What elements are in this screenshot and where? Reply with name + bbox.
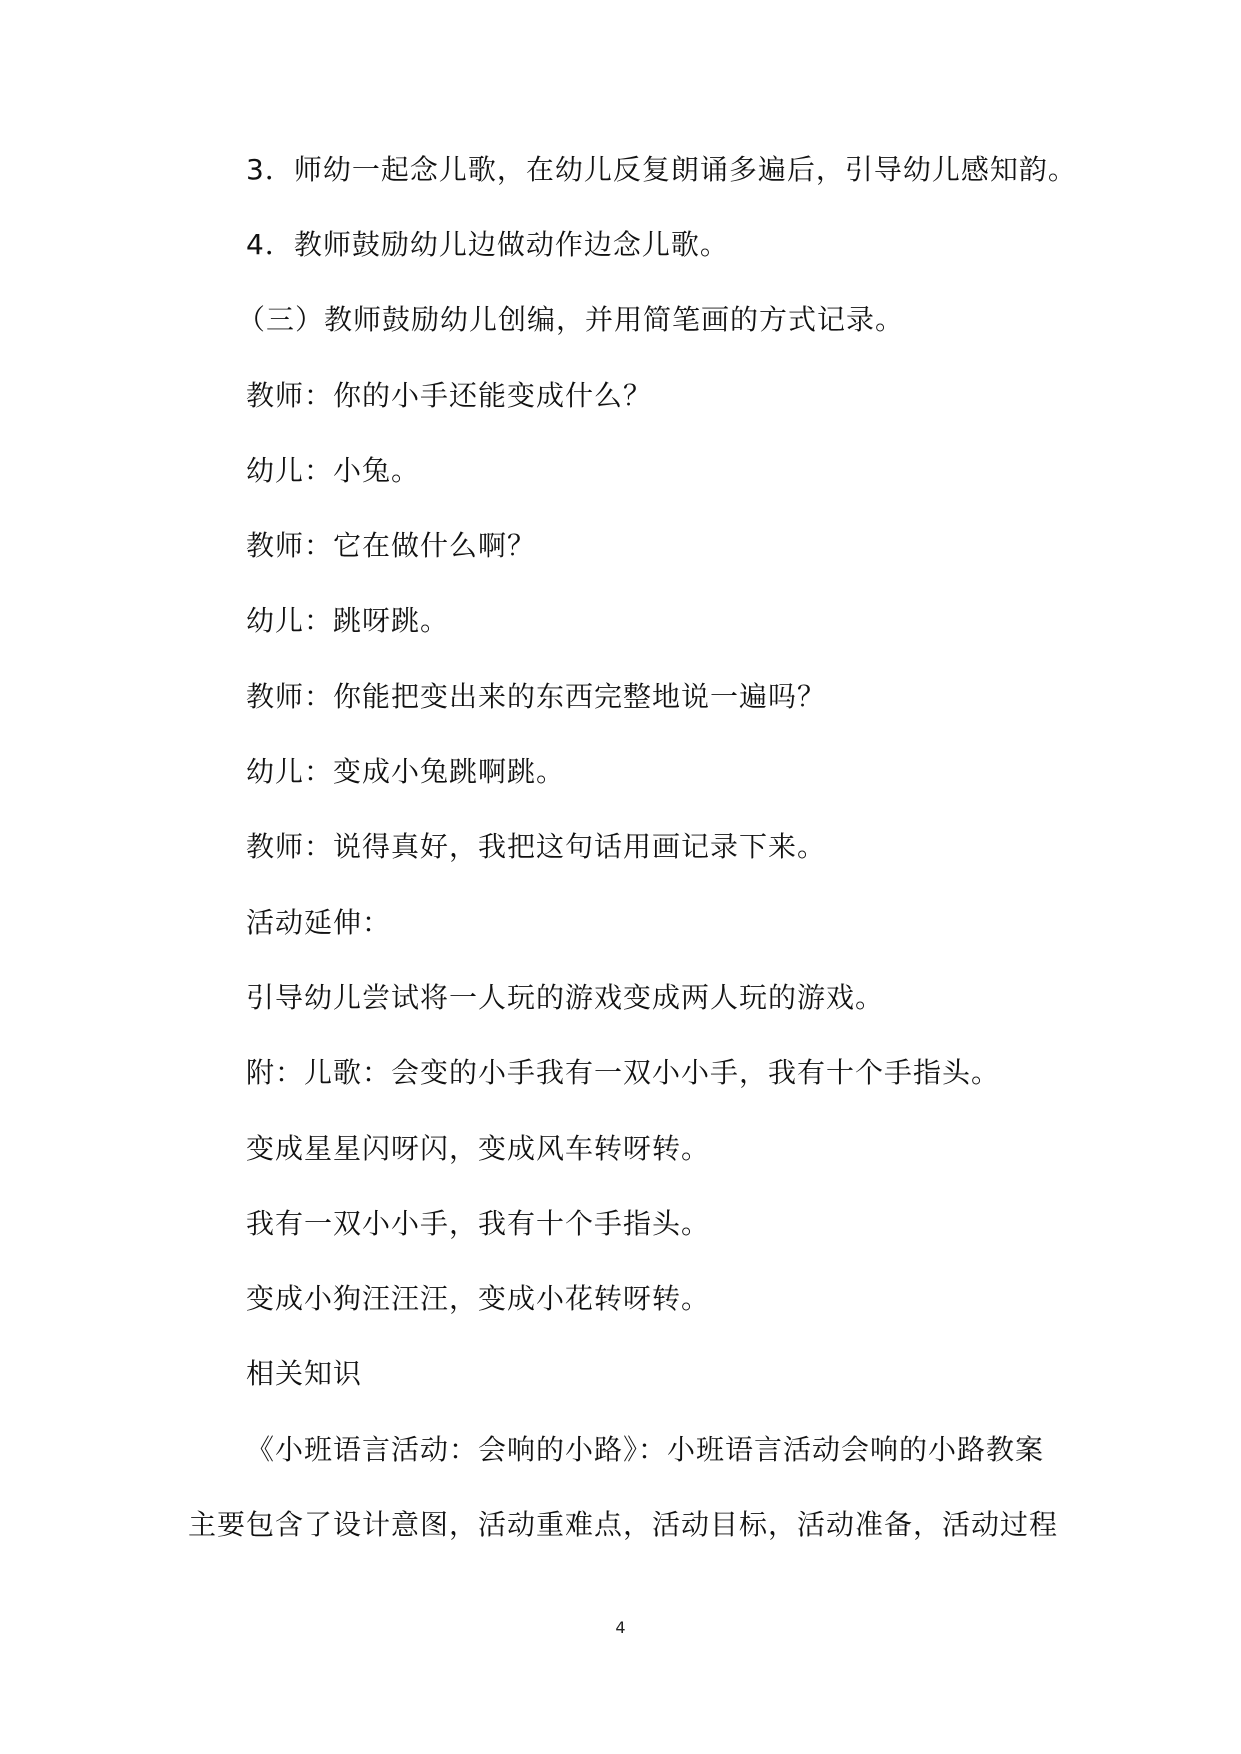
section-heading-extension: 活动延伸： (246, 906, 392, 939)
dialogue-line: 教师：它在做什么啊？ (246, 529, 537, 562)
poem-line: 变成星星闪呀闪，变成风车转呀转。 (246, 1132, 711, 1165)
paragraph-step-3: 3．师幼一起念儿歌，在幼儿反复朗诵多遍后，引导幼儿感知韵。 (246, 153, 1077, 186)
paragraph-related: 《小班语言活动：会响的小路》：小班语言活动会响的小路教案 (246, 1433, 1045, 1466)
dialogue-line: 幼儿：小兔。 (246, 454, 421, 487)
paragraph-related-continued: 主要包含了设计意图，活动重难点，活动目标，活动准备，活动过程 (188, 1508, 1059, 1541)
section-heading-related: 相关知识 (246, 1357, 363, 1390)
paragraph-extension: 引导幼儿尝试将一人玩的游戏变成两人玩的游戏。 (246, 981, 885, 1014)
dialogue-line: 教师：你的小手还能变成什么？ (246, 379, 653, 412)
dialogue-line: 幼儿：跳呀跳。 (246, 604, 450, 637)
dialogue-line: 教师：说得真好，我把这句话用画记录下来。 (246, 830, 827, 863)
poem-line: 变成小狗汪汪汪，变成小花转呀转。 (246, 1282, 711, 1315)
dialogue-line: 教师：你能把变出来的东西完整地说一遍吗？ (246, 680, 827, 713)
dialogue-line: 幼儿：变成小兔跳啊跳。 (246, 755, 566, 788)
poem-line: 我有一双小小手，我有十个手指头。 (246, 1207, 711, 1240)
poem-line: 附：儿歌：会变的小手我有一双小小手，我有十个手指头。 (246, 1056, 1001, 1089)
section-heading-three: （三）教师鼓励幼儿创编，并用简笔画的方式记录。 (237, 303, 905, 336)
paragraph-step-4: 4．教师鼓励幼儿边做动作边念儿歌。 (246, 228, 729, 261)
page-number: 4 (615, 1618, 626, 1637)
